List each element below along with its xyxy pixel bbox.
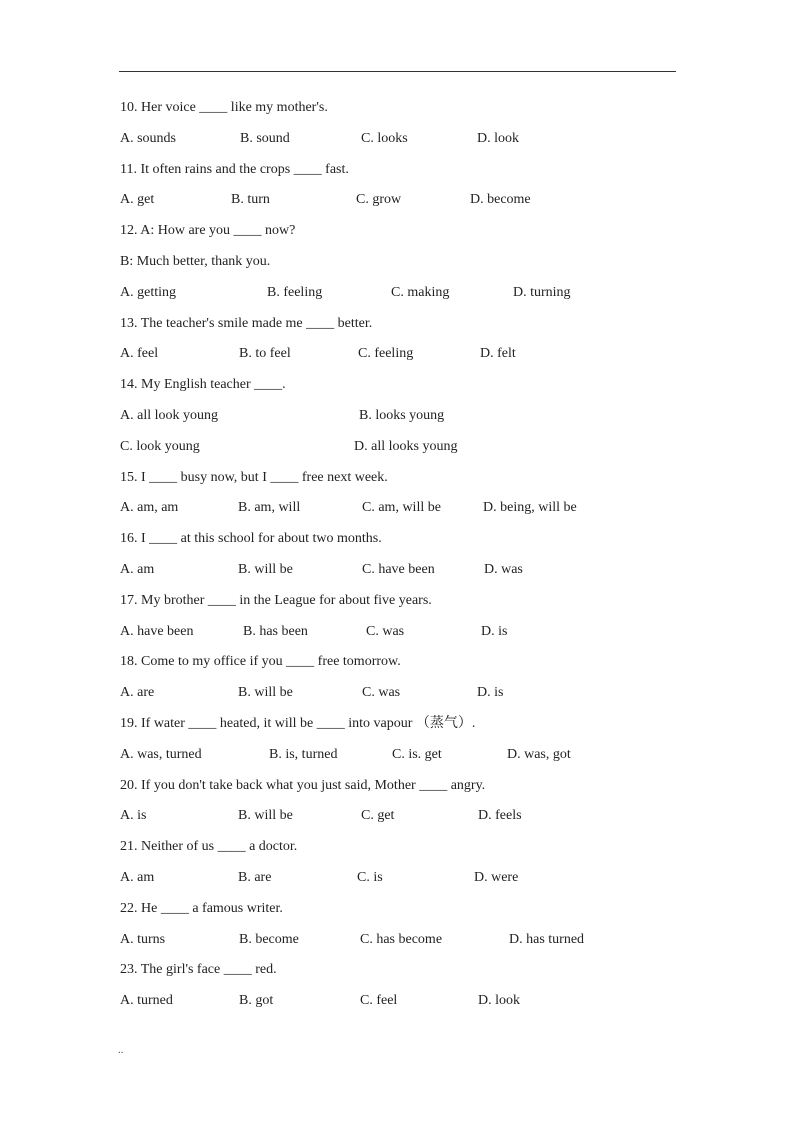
option-d[interactable]: D. has turned: [509, 932, 585, 947]
option-c[interactable]: C. was: [366, 624, 405, 639]
option-d[interactable]: D. is: [481, 624, 508, 639]
question-16-stem: 16. I ____ at this school for about two months.: [120, 531, 382, 546]
option-d[interactable]: D. become: [470, 192, 531, 207]
question-12-response: B: Much better, thank you.: [120, 254, 271, 269]
option-a[interactable]: A. am, am: [120, 500, 179, 515]
option-a[interactable]: A. am: [120, 870, 155, 885]
question-10-stem: 10. Her voice ____ like my mother's.: [120, 100, 328, 115]
option-d[interactable]: D. were: [474, 870, 519, 885]
option-c[interactable]: C. looks: [361, 131, 408, 146]
page-footer-mark: ..: [118, 1044, 124, 1056]
question-11-stem: 11. It often rains and the crops ____ fast.: [120, 162, 349, 177]
option-d[interactable]: D. was, got: [507, 747, 571, 762]
option-a[interactable]: A. feel: [120, 346, 159, 361]
question-16-options: [120, 560, 680, 580]
option-d[interactable]: D. is: [477, 685, 504, 700]
question-14-options-row-2: [120, 437, 680, 457]
option-b[interactable]: B. sound: [240, 131, 290, 146]
option-a[interactable]: A. get: [120, 192, 155, 207]
option-b[interactable]: B. got: [239, 993, 274, 1008]
option-b[interactable]: B. am, will: [238, 500, 301, 515]
option-c[interactable]: C. feel: [360, 993, 398, 1008]
option-d[interactable]: D. was: [484, 562, 523, 577]
option-b[interactable]: B. will be: [238, 808, 293, 823]
option-d[interactable]: D. all looks young: [354, 439, 458, 454]
option-c[interactable]: C. was: [362, 685, 401, 700]
option-a[interactable]: A. all look young: [120, 408, 218, 423]
option-c[interactable]: C. have been: [362, 562, 435, 577]
option-a[interactable]: A. sounds: [120, 131, 177, 146]
option-d[interactable]: D. look: [478, 993, 520, 1008]
option-a[interactable]: A. turned: [120, 993, 173, 1008]
option-b[interactable]: B. will be: [238, 562, 293, 577]
option-c[interactable]: C. is: [357, 870, 383, 885]
question-13-options: [120, 344, 680, 364]
question-21-options: [120, 868, 680, 888]
question-20-options: [120, 806, 680, 826]
option-d[interactable]: D. being, will be: [483, 500, 577, 515]
option-c[interactable]: C. is. get: [392, 747, 442, 762]
question-10-options: [120, 129, 680, 149]
option-a[interactable]: A. getting: [120, 285, 176, 300]
question-14-stem: 14. My English teacher ____.: [120, 377, 286, 392]
question-18-options: [120, 683, 680, 703]
option-a[interactable]: A. was, turned: [120, 747, 202, 762]
question-19-options: [120, 745, 680, 765]
question-14-options-row-1: [120, 406, 680, 426]
question-19-stem: 19. If water ____ heated, it will be ____ into vapour （蒸气）.: [120, 716, 476, 731]
option-a[interactable]: A. am: [120, 562, 155, 577]
question-21-stem: 21. Neither of us ____ a doctor.: [120, 839, 298, 854]
question-12-options: [120, 283, 680, 303]
question-17-options: [120, 622, 680, 642]
option-c[interactable]: C. making: [391, 285, 450, 300]
option-c[interactable]: C. feeling: [358, 346, 414, 361]
question-22-stem: 22. He ____ a famous writer.: [120, 901, 283, 916]
question-13-stem: 13. The teacher's smile made me ____ better.: [120, 316, 373, 331]
option-c[interactable]: C. has become: [360, 932, 443, 947]
option-b[interactable]: B. will be: [238, 685, 293, 700]
question-11-options: [120, 190, 680, 210]
option-b[interactable]: B. has been: [243, 624, 308, 639]
option-a[interactable]: A. have been: [120, 624, 194, 639]
question-23-options: [120, 991, 680, 1011]
header-rule: [119, 71, 676, 72]
option-c[interactable]: C. am, will be: [362, 500, 441, 515]
option-a[interactable]: A. turns: [120, 932, 166, 947]
question-23-stem: 23. The girl's face ____ red.: [120, 962, 277, 977]
option-c[interactable]: C. get: [361, 808, 395, 823]
question-18-stem: 18. Come to my office if you ____ free tomorrow.: [120, 654, 401, 669]
question-17-stem: 17. My brother ____ in the League for about five years.: [120, 593, 432, 608]
question-15-stem: 15. I ____ busy now, but I ____ free next week.: [120, 470, 388, 485]
option-b[interactable]: B. turn: [231, 192, 270, 207]
option-b[interactable]: B. are: [238, 870, 272, 885]
question-12-stem: 12. A: How are you ____ now?: [120, 223, 296, 238]
option-b[interactable]: B. looks young: [359, 408, 445, 423]
option-c[interactable]: C. grow: [356, 192, 402, 207]
question-22-options: [120, 930, 680, 950]
question-20-stem: 20. If you don't take back what you just said, Mother ____ angry.: [120, 778, 486, 793]
option-a[interactable]: A. are: [120, 685, 155, 700]
option-d[interactable]: D. feels: [478, 808, 522, 823]
option-b[interactable]: B. to feel: [239, 346, 291, 361]
option-b[interactable]: B. feeling: [267, 285, 323, 300]
option-a[interactable]: A. is: [120, 808, 147, 823]
option-d[interactable]: D. felt: [480, 346, 516, 361]
option-c[interactable]: C. look young: [120, 439, 200, 454]
option-b[interactable]: B. become: [239, 932, 299, 947]
option-b[interactable]: B. is, turned: [269, 747, 338, 762]
option-d[interactable]: D. look: [477, 131, 519, 146]
question-15-options: [120, 498, 680, 518]
option-d[interactable]: D. turning: [513, 285, 571, 300]
